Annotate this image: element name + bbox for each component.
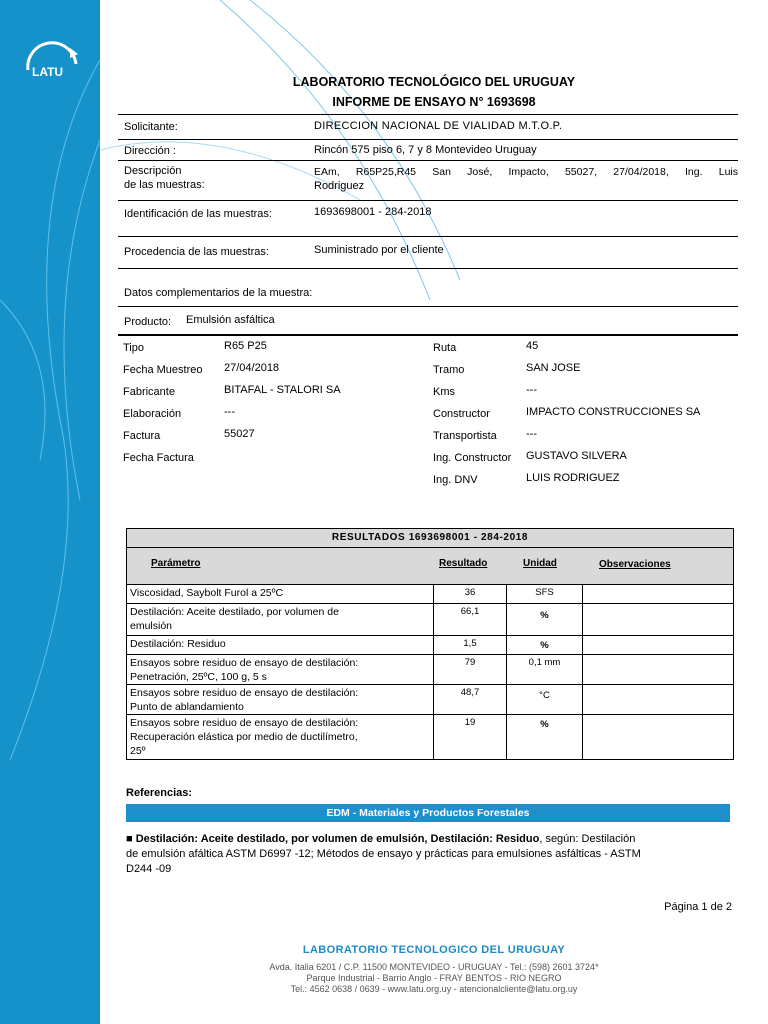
row-parametro-cont: emulsión <box>130 620 173 632</box>
descripcion-label-2: de las muestras: <box>124 179 205 191</box>
row-parametro-cont: Penetración, 25ºC, 100 g, 5 s <box>130 671 267 683</box>
row-observaciones <box>583 636 733 654</box>
latu-logo <box>18 40 86 90</box>
row-parametro: Viscosidad, Saybolt Furol a 25ºC <box>130 587 284 599</box>
elaboracion-label: Elaboración <box>123 408 182 420</box>
edm-banner: EDM - Materiales y Productos Forestales <box>126 804 730 822</box>
ruta-label: Ruta <box>433 342 457 354</box>
constructor-value: IMPACTO CONSTRUCCIONES SA <box>526 406 701 418</box>
report-number: INFORME DE ENSAYO N° 1693698 <box>332 95 536 109</box>
solicitante-label: Solicitante: <box>124 121 178 133</box>
tramo-value: SAN JOSE <box>526 362 581 374</box>
table-row <box>127 685 733 715</box>
results-heading: RESULTADOS 1693698001 - 284-2018 <box>127 529 733 548</box>
col-parametro: Parámetro <box>151 558 201 569</box>
transportista-label: Transportista <box>433 430 497 442</box>
producto-label: Producto: <box>124 316 172 328</box>
datos-label: Datos complementarios de la muestra: <box>124 287 313 299</box>
descripcion-label-1: Descripción <box>124 165 182 177</box>
ing-dnv-value: LUIS RODRIGUEZ <box>526 472 620 484</box>
row-observaciones <box>583 655 733 684</box>
lab-title: LABORATORIO TECNOLÓGICO DEL URUGUAY <box>292 75 576 89</box>
row-resultado: 19 <box>434 715 507 759</box>
row-unidad: 0,1 mm <box>507 655 583 684</box>
direccion-value: Rincón 575 piso 6, 7 y 8 Montevideo Uruguay <box>314 144 537 156</box>
table-row <box>127 715 733 759</box>
table-row <box>127 585 733 604</box>
row-observaciones <box>583 585 733 603</box>
logo-text: LATU <box>32 65 64 79</box>
footer-line-2: Parque Industrial - Barrio Anglo - FRAY BENTOS - RIO NEGRO <box>306 973 562 983</box>
row-unidad: % <box>507 604 583 635</box>
row-unidad: % <box>507 715 583 759</box>
page-number: Página 1 de 2 <box>664 901 732 913</box>
row-resultado: 66,1 <box>434 604 507 635</box>
decorative-curves <box>0 0 100 1024</box>
footer-line-1: Avda. Italia 6201 / C.P. 11500 MONTEVIDEO - URUGUAY - Tel.: (598) 2601 3724* <box>269 962 599 972</box>
footer-title: LABORATORIO TECNOLOGICO DEL URUGUAY <box>302 944 566 956</box>
references-text-1: , según: Destilación <box>539 833 636 845</box>
row-resultado: 79 <box>434 655 507 684</box>
results-table <box>126 528 734 760</box>
row-parametro: Ensayos sobre residuo de ensayo de destilación: <box>130 717 359 729</box>
descripcion-value-1: EAm, R65P25,R45 San José, Impacto, 55027, 27/04/2018, Ing. Luis <box>314 166 738 178</box>
table-row <box>127 604 733 636</box>
row-resultado: 48,7 <box>434 685 507 714</box>
descripcion-value-2: Rodriguez <box>314 180 365 192</box>
row-parametro-cont: 25º <box>130 745 146 757</box>
table-row <box>127 655 733 685</box>
row-observaciones <box>583 604 733 635</box>
tramo-label: Tramo <box>433 364 465 376</box>
row-parametro-cont: Punto de ablandamiento <box>130 701 244 713</box>
col-resultado: Resultado <box>439 558 488 569</box>
references-text-3: D244 -09 <box>126 863 172 875</box>
fecha-muestreo-value: 27/04/2018 <box>224 362 280 374</box>
row-unidad: % <box>507 636 583 654</box>
ing-constructor-label: Ing. Constructor <box>433 452 512 464</box>
row-parametro-cont: Recuperación elástica por medio de ductilímetro, <box>130 731 358 743</box>
producto-value: Emulsión asfáltica <box>186 314 275 326</box>
identificacion-value: 1693698001 - 284-2018 <box>314 206 432 218</box>
row-observaciones <box>583 715 733 759</box>
ing-dnv-label: Ing. DNV <box>433 474 478 486</box>
ruta-value: 45 <box>526 340 539 352</box>
row-resultado: 36 <box>434 585 507 603</box>
direccion-label: Dirección : <box>124 145 176 157</box>
factura-value: 55027 <box>224 428 255 440</box>
results-column-headers <box>127 548 733 585</box>
references-bold: ■ Destilación: Aceite destilado, por volumen de emulsión, Destilación: Residuo <box>126 833 540 845</box>
transportista-value: --- <box>526 428 537 440</box>
fabricante-label: Fabricante <box>123 386 175 398</box>
references-label: Referencias: <box>126 787 193 799</box>
references-text <box>126 832 686 877</box>
factura-label: Factura <box>123 430 161 442</box>
footer-line-3: Tel.: 4562 0638 / 0639 - www.latu.org.uy - atencionalcliente@latu.org.uy <box>290 984 578 994</box>
elaboracion-value: --- <box>224 406 235 418</box>
sidebar-band <box>0 0 100 1024</box>
identificacion-label: Identificación de las muestras: <box>124 208 272 220</box>
col-unidad: Unidad <box>523 558 557 569</box>
row-parametro: Ensayos sobre residuo de ensayo de destilación: <box>130 687 359 699</box>
col-observaciones: Observaciones <box>599 559 671 570</box>
row-parametro: Destilación: Residuo <box>130 638 226 650</box>
tipo-label: Tipo <box>123 342 144 354</box>
row-unidad: °C <box>507 685 583 714</box>
row-parametro: Ensayos sobre residuo de ensayo de destilación: <box>130 657 359 669</box>
row-unidad: SFS <box>507 585 583 603</box>
row-parametro: Destilación: Aceite destilado, por volumen de <box>130 606 339 618</box>
row-resultado: 1,5 <box>434 636 507 654</box>
constructor-label: Constructor <box>433 408 490 420</box>
kms-value: --- <box>526 384 537 396</box>
procedencia-label: Procedencia de las muestras: <box>124 246 269 258</box>
solicitante-value: DIRECCION NACIONAL DE VIALIDAD M.T.O.P. <box>314 120 563 132</box>
tipo-value: R65 P25 <box>224 340 267 352</box>
kms-label: Kms <box>433 386 455 398</box>
references-text-2: de emulsión afáltica ASTM D6997 -12; Métodos de ensayo y prácticas para emulsiones asfálticas - ASTM <box>126 848 641 860</box>
ing-constructor-value: GUSTAVO SILVERA <box>526 450 627 462</box>
fecha-muestreo-label: Fecha Muestreo <box>123 364 203 376</box>
table-row <box>127 636 733 655</box>
procedencia-value: Suministrado por el cliente <box>314 244 444 256</box>
fabricante-value: BITAFAL - STALORI SA <box>224 384 341 396</box>
row-observaciones <box>583 685 733 714</box>
fecha-factura-label: Fecha Factura <box>123 452 194 464</box>
